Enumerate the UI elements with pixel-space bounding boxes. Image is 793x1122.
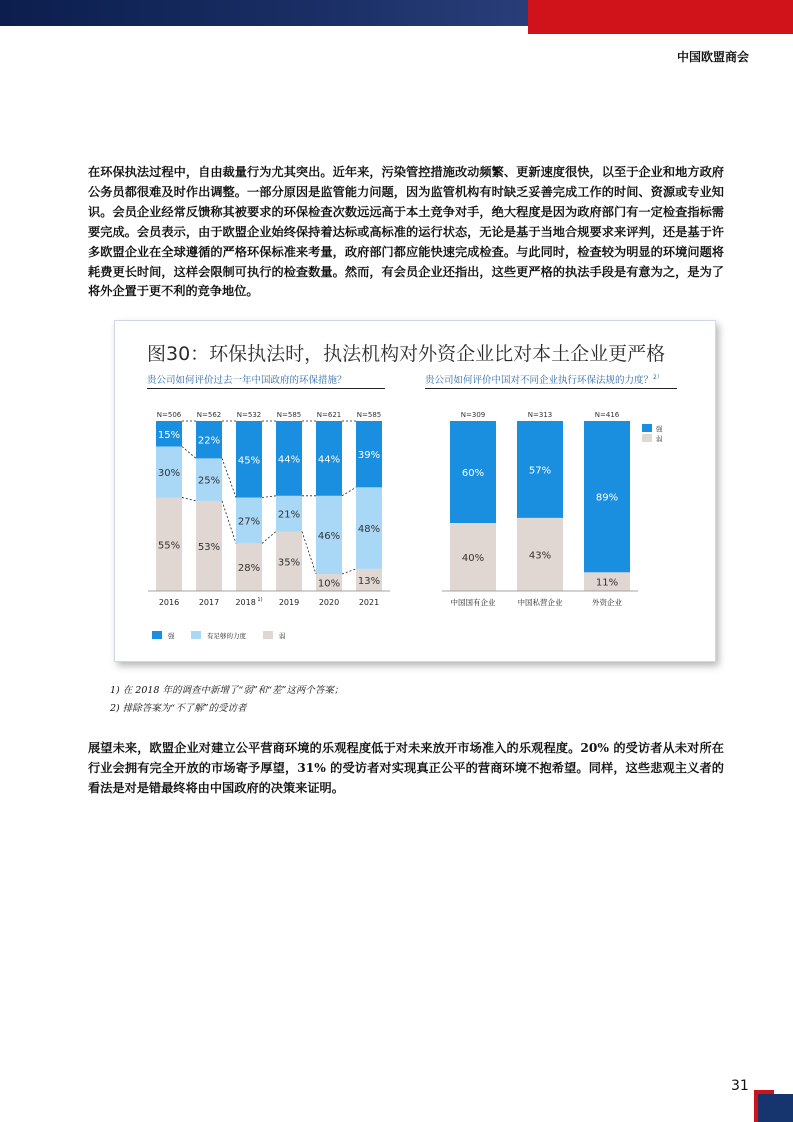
data-label-right-2-1: 89% — [595, 492, 619, 504]
figure-30 — [114, 320, 716, 662]
footnote-2: 2) 排除答案为“不了解”的受访者 — [110, 703, 247, 714]
data-label-left-4-1: 46% — [317, 530, 341, 542]
data-label-right-1-1: 57% — [528, 465, 552, 477]
data-label-left-0-0: 55% — [157, 540, 181, 552]
connector-left-4-0 — [342, 569, 356, 574]
category-label-left-1: 2017 — [198, 598, 220, 607]
connector-left-3-0 — [302, 532, 316, 575]
data-label-left-5-1: 48% — [357, 524, 381, 536]
data-label-left-2-1: 27% — [237, 516, 261, 528]
data-label-right-2-0: 11% — [595, 577, 619, 589]
data-label-left-0-2: 15% — [157, 429, 181, 441]
n-label-right-0: N=309 — [460, 411, 486, 419]
footnote-1: 1) 在 2018 年的调查中新增了“弱”和“差”这两个答案； — [110, 685, 344, 696]
right-subtitle-text: 贵公司如何评价中国对不同企业执行环保法规的力度？ — [425, 375, 654, 387]
data-label-left-5-2: 39% — [357, 450, 381, 462]
data-label-left-4-0: 10% — [317, 578, 341, 590]
legend-swatch-right-0 — [642, 424, 652, 432]
header-banner-red — [528, 0, 793, 34]
brand-name: 中国欧盟商会 — [676, 50, 749, 64]
right-subtitle-footnote-ref: 2） — [653, 374, 663, 381]
category-label-left-5: 2021 — [358, 598, 380, 607]
n-label-left-2: N=532 — [236, 411, 262, 419]
category-label-left-4: 2020 — [318, 598, 340, 607]
connector-left-0-1 — [182, 447, 196, 459]
n-label-left-1: N=562 — [196, 411, 222, 419]
category-sup-left-2: 1) — [255, 597, 263, 603]
connector-left-4-1 — [342, 487, 356, 496]
footnotes — [110, 682, 343, 718]
n-label-left-4: N=621 — [316, 411, 342, 419]
header-banner-navy — [0, 0, 540, 26]
data-label-right-0-1: 60% — [461, 468, 485, 479]
data-label-left-1-0: 53% — [197, 541, 221, 553]
connector-left-1-1 — [222, 458, 236, 497]
paragraph-enforcement: 在环保执法过程中，自由裁量行为尤其突出。近年来，污染管控措施改动频繁、更新速度很快，以至于企业和地方政府公务员都很难及时作出调整。一部分原因是监管能力问题，因为监管机构有时缺乏妥善完成工作的时间、资源或专业知识。会员企业经常反馈称其被要求的环保检查次数远远高于本土竞争对手，绝大程度是因为政府部门有一定检查指标需要完成。会员表示，由于欧盟企业始终保持着达标或高标准的运行状态，无论是基于当地合规要求来评判，还是基于许多欧盟企业在全球遵循的严格环保标准来考量，政府部门都应能快速完成检查。与此同时，检查较为明显的环境问题将耗费更长时间，这样会限制可执行的检查数量。然而，有会员企业还指出，这些更严格的执法手段是有意为之，是为了将外企置于更不利的竞争地位。 — [88, 165, 724, 299]
legend-label-left-2: 弱 — [279, 632, 286, 640]
left-chart-subtitle: 贵公司如何评价过去一年中国政府的环保措施？ — [147, 372, 385, 389]
legend-swatch-right-1 — [642, 434, 652, 442]
data-label-right-0-0: 40% — [461, 553, 485, 564]
connector-left-2-1 — [262, 496, 276, 498]
page-number: 31 — [731, 1078, 749, 1094]
figure-title: 图30：环保执法时，执法机构对外资企业比对本土企业更严格 — [147, 343, 666, 365]
data-label-left-1-1: 25% — [197, 475, 221, 487]
category-label-left-2: 2018 $^{1)}$ — [235, 597, 263, 607]
legend-label-right-0: 强 — [656, 425, 663, 433]
legend-swatch-left-2 — [263, 631, 273, 639]
data-label-left-5-0: 13% — [357, 575, 381, 587]
data-label-left-2-0: 28% — [237, 563, 261, 575]
footer-corner-navy — [758, 1094, 793, 1122]
category-label-right-0: 中国国有企业 — [450, 598, 496, 607]
data-label-left-3-2: 44% — [277, 454, 301, 466]
category-label-left-3: 2019 — [278, 598, 300, 607]
connector-left-2-0 — [262, 532, 276, 544]
category-label-left-0: 2016 — [158, 598, 180, 607]
n-label-left-3: N=585 — [276, 411, 302, 419]
data-label-left-3-0: 35% — [277, 557, 301, 569]
connector-left-0-0 — [182, 498, 196, 501]
data-label-left-1-2: 22% — [197, 435, 221, 447]
legend-label-right-1: 弱 — [656, 435, 663, 443]
n-label-left-5: N=585 — [356, 411, 382, 419]
legend-label-left-1: 有足够的力度 — [207, 632, 246, 640]
connector-left-1-0 — [222, 501, 236, 544]
data-label-left-4-2: 44% — [317, 454, 341, 466]
data-label-left-0-1: 30% — [157, 468, 181, 479]
stacked-bar-charts — [115, 321, 715, 661]
data-label-left-3-1: 21% — [277, 509, 301, 521]
legend-swatch-left-1 — [191, 631, 201, 639]
category-label-right-2: 外资企业 — [592, 598, 622, 607]
data-label-left-2-2: 45% — [237, 455, 261, 467]
paragraph-outlook: 展望未来，欧盟企业对建立公平营商环境的乐观程度低于对未来放开市场准入的乐观程度。20% 的受访者从未对所在行业会拥有完全开放的市场寄予厚望，31% 的受访者对实现真正公平的营商环境不抱希望。同样，这些悲观主义者的看法是对是错最终将由中国政府的决策来证明。 — [88, 741, 724, 795]
data-label-right-1-0: 43% — [528, 550, 552, 562]
n-label-left-0: N=506 — [156, 411, 182, 419]
category-label-right-1: 中国私营企业 — [517, 598, 563, 607]
n-label-right-2: N=416 — [594, 411, 620, 419]
n-label-right-1: N=313 — [527, 411, 553, 419]
legend-label-left-0: 强 — [168, 632, 175, 640]
legend-swatch-left-0 — [152, 631, 162, 639]
